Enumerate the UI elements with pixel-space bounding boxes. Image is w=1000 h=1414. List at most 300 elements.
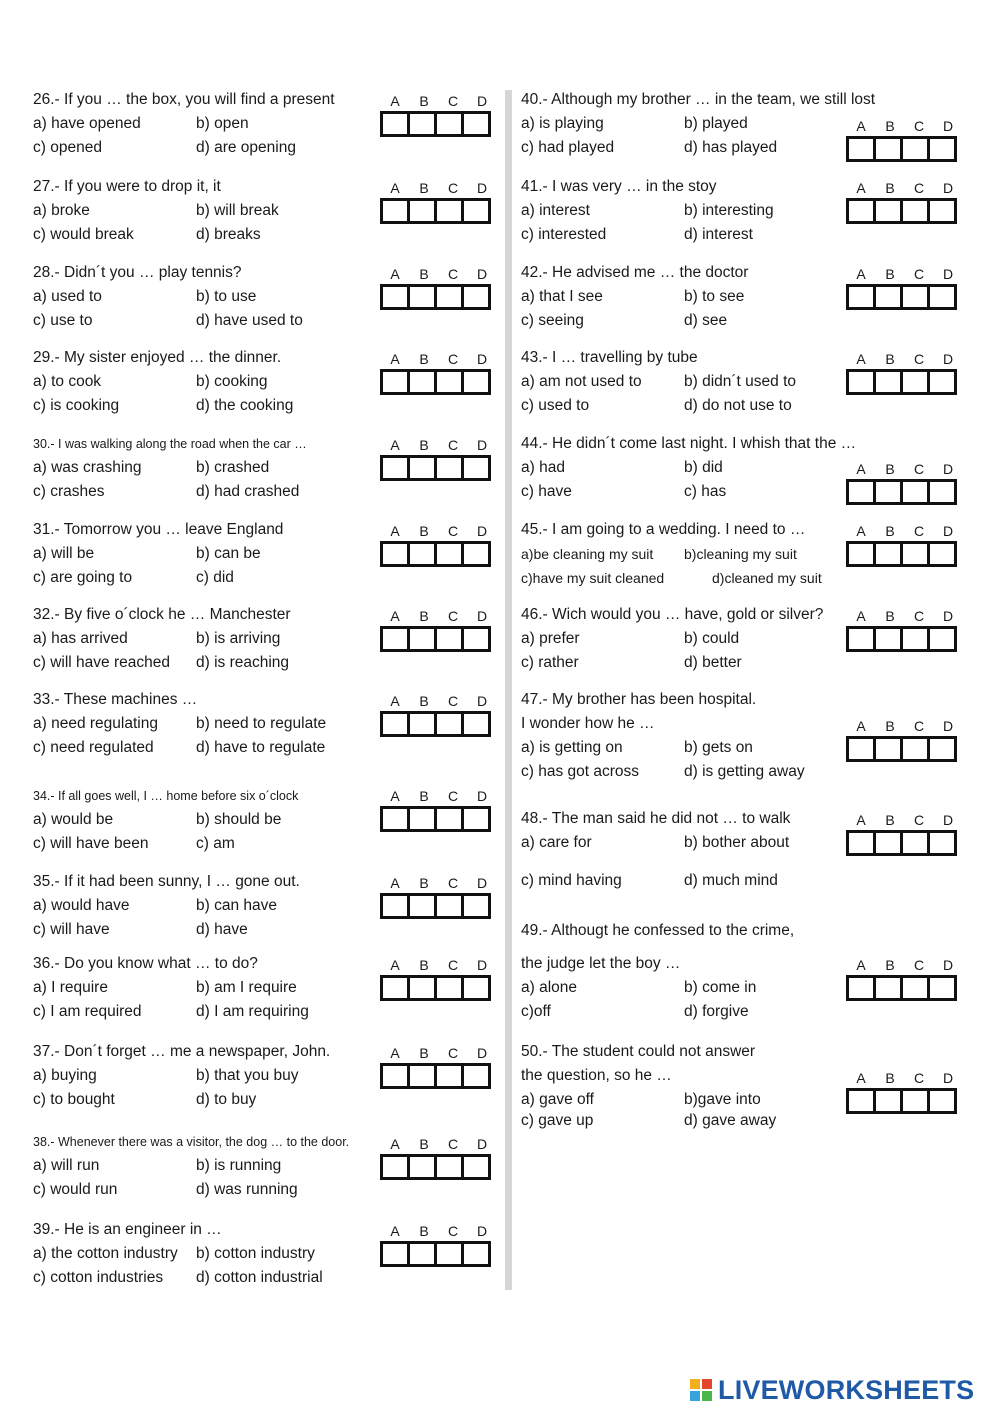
letter-d: D — [942, 1070, 954, 1086]
grid-letters — [846, 349, 966, 369]
answer-box-c[interactable] — [900, 479, 930, 505]
answer-box-b[interactable] — [873, 479, 903, 505]
option-c: c) to bought — [33, 1091, 115, 1108]
answer-box-c[interactable] — [434, 541, 464, 567]
answer-box-d[interactable] — [461, 1154, 491, 1180]
options-row — [33, 1154, 349, 1178]
question-39 — [33, 1218, 323, 1290]
options-row — [521, 309, 748, 333]
option-b: b) played — [684, 115, 748, 132]
options-row — [33, 223, 261, 247]
options-row — [33, 651, 291, 675]
options-row — [521, 736, 756, 760]
answer-boxes — [846, 479, 966, 505]
answer-box-a[interactable] — [380, 711, 410, 737]
answer-box-a[interactable] — [380, 284, 410, 310]
answer-box-b[interactable] — [407, 1154, 437, 1180]
answer-box-a[interactable] — [846, 626, 876, 652]
options-row — [33, 736, 326, 760]
letter-d: D — [942, 718, 954, 734]
answer-box-d[interactable] — [927, 198, 957, 224]
answer-boxes — [380, 893, 500, 919]
letter-b: B — [419, 523, 429, 539]
answer-box-b[interactable] — [873, 975, 903, 1001]
option-a: a) that I see — [521, 288, 603, 305]
answer-box-b[interactable] — [407, 198, 437, 224]
answer-box-d[interactable] — [927, 284, 957, 310]
answer-box-c[interactable] — [900, 198, 930, 224]
option-d: d) better — [684, 654, 742, 671]
question-stem: 32.- By five o´clock he … Manchester — [33, 606, 291, 623]
option-c: c) cotton industries — [33, 1269, 164, 1286]
answer-box-d[interactable] — [927, 541, 957, 567]
options-row — [33, 808, 298, 832]
answer-box-a[interactable] — [380, 198, 410, 224]
answer-box-c[interactable] — [900, 626, 930, 652]
options-row — [521, 760, 805, 784]
option-a: a) broke — [33, 202, 90, 219]
grid-letters — [380, 1134, 500, 1154]
options-row — [521, 480, 856, 504]
option-b: b) should be — [196, 811, 282, 828]
letter-a: A — [390, 93, 400, 109]
answer-grid-30 — [380, 435, 500, 481]
answer-box-c[interactable] — [434, 1241, 464, 1267]
option-a: a) is playing — [521, 115, 604, 132]
grid-letters — [380, 1221, 500, 1241]
question-42 — [521, 261, 748, 333]
answer-box-a[interactable] — [846, 369, 876, 395]
question-36 — [33, 952, 309, 1024]
answer-box-b[interactable] — [407, 455, 437, 481]
option-d: d) are opening — [196, 139, 296, 156]
options-row — [521, 1109, 777, 1133]
question-stem: 47.- My brother has been hospital. — [521, 691, 757, 708]
options-row — [33, 712, 327, 736]
answer-box-b[interactable] — [873, 284, 903, 310]
answer-box-b[interactable] — [873, 1088, 903, 1114]
option-a: a) will be — [33, 545, 95, 562]
answer-box-d[interactable] — [461, 975, 491, 1001]
answer-box-b[interactable] — [407, 626, 437, 652]
options-row — [521, 456, 856, 480]
answer-boxes — [380, 455, 500, 481]
letter-a: A — [856, 608, 866, 624]
answer-box-b[interactable] — [407, 806, 437, 832]
answer-boxes — [846, 541, 966, 567]
option-c: c) had played — [521, 139, 615, 156]
options-row — [521, 1088, 761, 1109]
letter-a: A — [390, 1045, 400, 1061]
answer-box-b[interactable] — [873, 830, 903, 856]
option-c: c) used to — [521, 397, 590, 414]
question-stem: 27.- If you were to drop it, it — [33, 178, 221, 195]
option-c: c)off — [521, 1003, 551, 1020]
letter-a: A — [390, 180, 400, 196]
option-d: d) cotton industrial — [196, 1269, 323, 1286]
answer-boxes — [380, 1154, 500, 1180]
option-c: c) interested — [521, 226, 607, 243]
letter-d: D — [476, 523, 488, 539]
question-stem: 42.- He advised me … the doctor — [521, 264, 749, 281]
answer-box-d[interactable] — [461, 806, 491, 832]
option-c: c) rather — [521, 654, 579, 671]
answer-box-d[interactable] — [927, 1088, 957, 1114]
option-c: c) has got across — [521, 763, 640, 780]
question-30 — [33, 432, 307, 504]
question-29 — [33, 346, 294, 418]
answer-box-d[interactable] — [461, 284, 491, 310]
letter-b: B — [885, 718, 895, 734]
answer-box-d[interactable] — [461, 455, 491, 481]
option-a: a) prefer — [521, 630, 580, 647]
answer-box-b[interactable] — [407, 1241, 437, 1267]
answer-grid-34 — [380, 786, 500, 832]
question-stem: 49.- Althougt he confessed to the crime, — [521, 922, 795, 939]
letter-d: D — [476, 93, 488, 109]
answer-grid-39 — [380, 1221, 500, 1267]
options-row — [33, 1000, 309, 1024]
answer-box-a[interactable] — [380, 1154, 410, 1180]
options-row — [33, 566, 283, 590]
answer-box-c[interactable] — [434, 284, 464, 310]
letter-c: C — [447, 788, 459, 804]
answer-box-d[interactable] — [461, 369, 491, 395]
option-d: c) did — [196, 569, 234, 586]
letter-a: A — [856, 957, 866, 973]
option-b: b) come in — [684, 979, 757, 996]
option-a: a) will run — [33, 1157, 100, 1174]
options-row — [521, 370, 797, 394]
grid-letters — [380, 955, 500, 975]
letter-a: A — [856, 180, 866, 196]
option-a: a) need regulating — [33, 715, 158, 732]
letter-d: D — [476, 1223, 488, 1239]
answer-box-c[interactable] — [900, 830, 930, 856]
answer-box-c[interactable] — [900, 736, 930, 762]
option-b: b) am I require — [196, 979, 297, 996]
letter-c: C — [913, 118, 925, 134]
question-stem: 50.- The student could not answer — [521, 1043, 756, 1060]
answer-grid-45 — [846, 521, 966, 567]
letter-a: A — [390, 523, 400, 539]
answer-box-b[interactable] — [407, 1063, 437, 1089]
answer-box-c[interactable] — [900, 136, 930, 162]
answer-box-b[interactable] — [407, 284, 437, 310]
question-stem: 37.- Don´t forget … me a newspaper, John. — [33, 1043, 331, 1060]
grid-letters — [846, 955, 966, 975]
answer-grid-44 — [846, 459, 966, 505]
grid-letters — [846, 116, 966, 136]
option-d: d) see — [684, 312, 728, 329]
options-row — [521, 112, 875, 136]
answer-box-b[interactable] — [407, 893, 437, 919]
grid-letters — [380, 178, 500, 198]
answer-box-a[interactable] — [846, 830, 876, 856]
answer-box-c[interactable] — [900, 541, 930, 567]
answer-grid-48 — [846, 810, 966, 856]
answer-box-c[interactable] — [434, 198, 464, 224]
answer-grid-50 — [846, 1068, 966, 1114]
answer-box-a[interactable] — [380, 1241, 410, 1267]
logo-wordmark: LIVEWORKSHEETS — [718, 1374, 975, 1405]
grid-letters — [846, 716, 966, 736]
grid-letters — [380, 521, 500, 541]
answer-box-a[interactable] — [846, 198, 876, 224]
answer-box-b[interactable] — [407, 975, 437, 1001]
answer-box-c[interactable] — [434, 1063, 464, 1089]
answer-box-c[interactable] — [434, 893, 464, 919]
answer-box-b[interactable] — [873, 198, 903, 224]
answer-box-a[interactable] — [380, 455, 410, 481]
option-d: d) do not use to — [684, 397, 792, 414]
grid-letters — [380, 1043, 500, 1063]
option-a: a) had — [521, 459, 565, 476]
answer-grid-26 — [380, 91, 500, 137]
answer-box-d[interactable] — [927, 626, 957, 652]
option-a: a) the cotton industry — [33, 1245, 178, 1262]
answer-box-d[interactable] — [927, 136, 957, 162]
answer-box-d[interactable] — [461, 1063, 491, 1089]
answer-box-a[interactable] — [380, 1063, 410, 1089]
letter-c: C — [447, 437, 459, 453]
option-d: d) was running — [196, 1181, 298, 1198]
question-27 — [33, 175, 279, 247]
letter-c: C — [447, 693, 459, 709]
answer-box-a[interactable] — [380, 626, 410, 652]
option-c: c) use to — [33, 312, 93, 329]
letter-a: A — [856, 812, 866, 828]
answer-box-c[interactable] — [900, 975, 930, 1001]
answer-box-d[interactable] — [461, 1241, 491, 1267]
option-a: a)be cleaning my suit — [521, 546, 654, 562]
answer-grid-47 — [846, 716, 966, 762]
answer-box-a[interactable] — [846, 541, 876, 567]
option-a: a) interest — [521, 202, 590, 219]
letter-c: C — [913, 180, 925, 196]
letter-b: B — [419, 437, 429, 453]
question-45 — [521, 518, 822, 590]
answer-boxes — [846, 975, 966, 1001]
answer-box-b[interactable] — [873, 626, 903, 652]
question-stem: 45.- I am going to a wedding. I need to … — [521, 521, 806, 538]
letter-b: B — [419, 180, 429, 196]
question-stem: 48.- The man said he did not … to walk — [521, 810, 791, 827]
answer-grid-35 — [380, 873, 500, 919]
letter-d: D — [476, 693, 488, 709]
grid-letters — [846, 1068, 966, 1088]
answer-box-b[interactable] — [407, 369, 437, 395]
answer-grid-43 — [846, 349, 966, 395]
letter-c: C — [913, 718, 925, 734]
question-stem: 44.- He didn´t come last night. I whish that the … — [521, 435, 857, 452]
answer-box-a[interactable] — [380, 541, 410, 567]
answer-grid-38 — [380, 1134, 500, 1180]
grid-letters — [380, 873, 500, 893]
grid-letters — [846, 810, 966, 830]
grid-letters — [846, 264, 966, 284]
options-row — [521, 199, 774, 223]
letter-d: D — [476, 1045, 488, 1061]
answer-box-c[interactable] — [434, 369, 464, 395]
answer-boxes — [846, 1088, 966, 1114]
answer-grid-42 — [846, 264, 966, 310]
letter-b: B — [885, 118, 895, 134]
answer-boxes — [380, 111, 500, 137]
answer-box-d[interactable] — [927, 479, 957, 505]
answer-box-a[interactable] — [380, 369, 410, 395]
option-c: c) have — [521, 483, 572, 500]
options-row — [33, 394, 294, 418]
liveworksheets-logo — [690, 1374, 974, 1406]
letter-b: B — [419, 1223, 429, 1239]
options-row — [33, 832, 298, 856]
answer-box-d[interactable] — [461, 893, 491, 919]
answer-box-c[interactable] — [900, 1088, 930, 1114]
grid-letters — [846, 606, 966, 626]
answer-box-b[interactable] — [407, 111, 437, 137]
options-row — [33, 1266, 323, 1290]
answer-box-c[interactable] — [434, 111, 464, 137]
question-48 — [521, 807, 790, 893]
answer-box-a[interactable] — [846, 136, 876, 162]
answer-box-d[interactable] — [927, 369, 957, 395]
letter-b: B — [885, 1070, 895, 1086]
letter-b: B — [419, 608, 429, 624]
letter-c: C — [447, 957, 459, 973]
answer-box-c[interactable] — [434, 711, 464, 737]
letter-a: A — [856, 351, 866, 367]
answer-box-a[interactable] — [380, 111, 410, 137]
option-b: b) will break — [196, 202, 279, 219]
question-stem: 40.- Although my brother … in the team, we still lost — [521, 91, 876, 108]
question-stem: 38.- Whenever there was a visitor, the dog … to the door. — [33, 1135, 350, 1149]
letter-a: A — [390, 608, 400, 624]
answer-boxes — [846, 284, 966, 310]
option-b: b) to use — [196, 288, 257, 305]
answer-box-b[interactable] — [873, 736, 903, 762]
answer-box-c[interactable] — [900, 369, 930, 395]
answer-box-a[interactable] — [380, 975, 410, 1001]
option-a: a) gave off — [521, 1091, 594, 1108]
answer-boxes — [380, 806, 500, 832]
options-row — [521, 831, 790, 855]
answer-box-a[interactable] — [846, 1088, 876, 1114]
option-a: a) I require — [33, 979, 108, 996]
option-a: a) to cook — [33, 373, 102, 390]
answer-boxes — [380, 711, 500, 737]
answer-box-c[interactable] — [900, 284, 930, 310]
option-d: d) the cooking — [196, 397, 294, 414]
answer-box-b[interactable] — [873, 541, 903, 567]
letter-c: C — [447, 266, 459, 282]
answer-box-a[interactable] — [846, 479, 876, 505]
letter-b: B — [419, 1136, 429, 1152]
answer-box-b[interactable] — [873, 369, 903, 395]
answer-box-d[interactable] — [461, 711, 491, 737]
question-stem: 34.- If all goes well, I … home before six o´clock — [33, 789, 299, 803]
letter-d: D — [476, 957, 488, 973]
answer-box-d[interactable] — [461, 198, 491, 224]
letter-d: D — [942, 523, 954, 539]
letter-b: B — [419, 266, 429, 282]
option-d: d) have used to — [196, 312, 303, 329]
answer-box-c[interactable] — [434, 626, 464, 652]
option-c: c) will have — [33, 921, 110, 938]
option-b: b) need to regulate — [196, 715, 327, 732]
answer-boxes — [380, 1241, 500, 1267]
letter-a: A — [390, 693, 400, 709]
answer-grid-41 — [846, 178, 966, 224]
option-d: d) had crashed — [196, 483, 300, 500]
option-d: d) I am requiring — [196, 1003, 309, 1020]
question-stem: 30.- I was walking along the road when the car … — [33, 437, 307, 451]
option-a: a) has arrived — [33, 630, 128, 647]
answer-box-a[interactable] — [846, 284, 876, 310]
options-row — [33, 1064, 330, 1088]
option-b: b)cleaning my suit — [684, 546, 797, 562]
letter-c: C — [447, 1223, 459, 1239]
letter-d: D — [476, 608, 488, 624]
question-stem-continued: the question, so he … — [521, 1067, 672, 1084]
answer-box-d[interactable] — [461, 111, 491, 137]
letter-b: B — [885, 461, 895, 477]
grid-letters — [380, 349, 500, 369]
answer-grid-29 — [380, 349, 500, 395]
answer-box-a[interactable] — [846, 975, 876, 1001]
grid-letters — [380, 606, 500, 626]
answer-box-b[interactable] — [873, 136, 903, 162]
answer-box-d[interactable] — [461, 541, 491, 567]
letter-a: A — [856, 1070, 866, 1086]
letter-a: A — [856, 461, 866, 477]
answer-box-d[interactable] — [927, 975, 957, 1001]
option-b: b) did — [684, 459, 723, 476]
spacer-row — [521, 855, 790, 869]
answer-box-b[interactable] — [407, 711, 437, 737]
question-stem-continued: the judge let the boy … — [521, 955, 681, 972]
answer-box-a[interactable] — [380, 893, 410, 919]
answer-box-d[interactable] — [927, 736, 957, 762]
answer-box-c[interactable] — [434, 1154, 464, 1180]
letter-a: A — [390, 437, 400, 453]
options-row — [33, 309, 303, 333]
answer-box-b[interactable] — [407, 541, 437, 567]
answer-box-d[interactable] — [461, 626, 491, 652]
answer-box-c[interactable] — [434, 975, 464, 1001]
options-row — [33, 136, 335, 160]
options-row — [521, 869, 790, 893]
answer-box-c[interactable] — [434, 806, 464, 832]
logo-mark-icon — [690, 1379, 712, 1401]
answer-box-c[interactable] — [434, 455, 464, 481]
letter-c: C — [913, 608, 925, 624]
option-c: c) will have been — [33, 835, 149, 852]
option-d: d) interest — [684, 226, 753, 243]
letter-b: B — [419, 875, 429, 891]
option-b: b) crashed — [196, 459, 270, 476]
option-b: b) that you buy — [196, 1067, 299, 1084]
letter-d: D — [942, 266, 954, 282]
option-d: d) is reaching — [196, 654, 290, 671]
letter-a: A — [856, 718, 866, 734]
question-stem: 33.- These machines … — [33, 691, 198, 708]
spacer-row — [521, 943, 794, 952]
answer-box-a[interactable] — [846, 736, 876, 762]
answer-box-d[interactable] — [927, 830, 957, 856]
answer-box-a[interactable] — [380, 806, 410, 832]
option-c: c) will have reached — [33, 654, 170, 671]
